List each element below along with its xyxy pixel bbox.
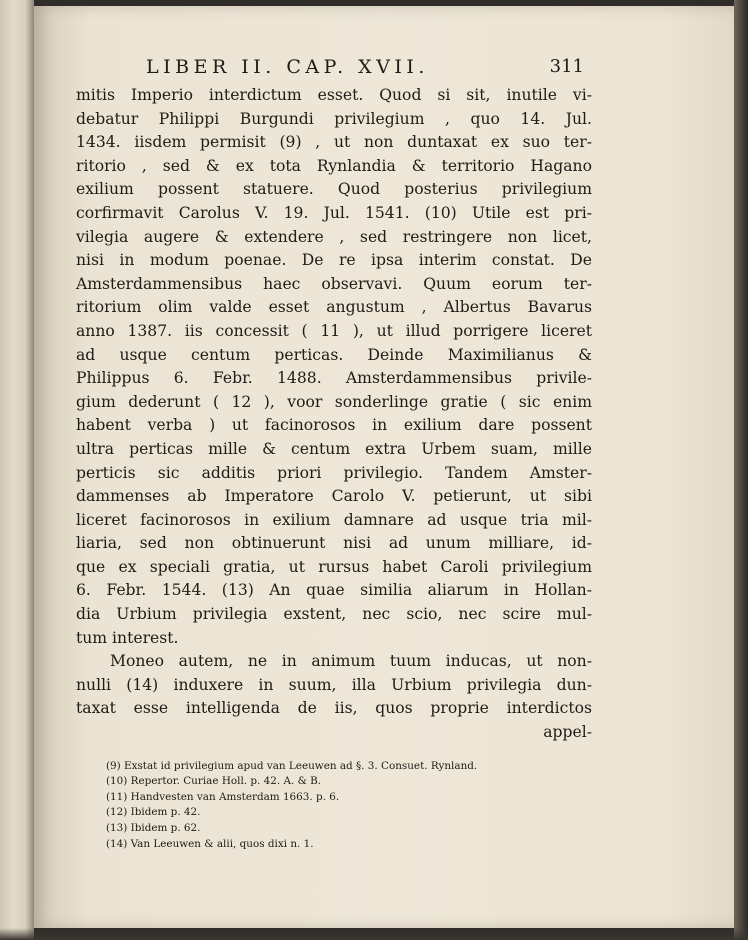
running-title: LIBER II. CAP. XVII.	[146, 56, 429, 78]
page-bottom-shadow	[0, 928, 748, 940]
footnote: (13) Ibidem p. 62.	[106, 822, 201, 834]
text-line: dammenses ab Imperatore Carolo V. petierunt, ut sibi	[76, 487, 592, 506]
footnote: (9) Exstat id privilegium apud van Leeuwen ad §. 3. Consuet. Rynland.	[106, 759, 478, 772]
footnote: (11) Handvesten van Amsterdam 1663. p. 6.	[106, 790, 340, 803]
footnote: (14) Van Leeuwen & alii, quos dixi n. 1.	[106, 837, 314, 850]
text-line: dia Urbium privilegia exstent, nec scio, nec scire mul-	[76, 605, 592, 624]
text-line: corfirmavit Carolus V. 19. Jul. 1541. (10) Utile est pri-	[76, 203, 592, 222]
text-line: taxat esse intelligenda de iis, quos proprie interdictos	[76, 699, 592, 718]
facing-page-edge	[0, 0, 34, 940]
text-block	[76, 50, 592, 852]
text-line: liaria, sed non obtinuerunt nisi ad unum milliare, id-	[76, 534, 592, 553]
text-line: debatur Philippi Burgundi privilegium , quo 14. Jul.	[76, 109, 592, 128]
text-line: gium dederunt ( 12 ), voor sonderlinge gratie ( sic enim	[76, 392, 592, 411]
footnotes	[76, 759, 592, 853]
footnote: (12) Ibidem p. 42.	[106, 806, 201, 819]
text-line: que ex speciali gratia, ut rursus habet Caroli privilegium	[76, 557, 592, 576]
text-line: ultra perticas mille & centum extra Urbem suam, mille	[76, 439, 592, 458]
text-line: Philippus 6. Febr. 1488. Amsterdammensibus privile-	[76, 369, 592, 388]
text-line: liceret facinorosos in exilium damnare ad usque tria mil-	[76, 510, 592, 529]
text-line: habent verba ) ut facinorosos in exilium dare possent	[76, 416, 592, 435]
text-line: exilium possent statuere. Quod posterius privilegium	[76, 180, 592, 199]
text-line: tum interest.	[76, 628, 179, 647]
text-line: 1434. iisdem permisit (9) , ut non duntaxat ex suo ter-	[76, 133, 592, 152]
text-line: anno 1387. iis concessit ( 11 ), ut illud porrigere liceret	[76, 321, 592, 340]
running-head	[76, 50, 592, 84]
text-line: nulli (14) induxere in suum, illa Urbium privilegia dun-	[76, 675, 592, 694]
text-line: Moneo autem, ne in animum tuum inducas, ut non-	[110, 652, 592, 671]
text-line: 6. Febr. 1544. (13) An quae similia aliarum in Hollan-	[76, 581, 592, 600]
page-number: 311	[549, 56, 584, 77]
book-gutter-shadow	[734, 0, 748, 940]
catchword: appel-	[543, 723, 592, 742]
text-line: mitis Imperio interdictum esset. Quod si sit, inutile vi-	[76, 86, 592, 104]
text-line: ad usque centum perticas. Deinde Maximilianus &	[76, 345, 592, 364]
text-line: Amsterdammensibus haec observavi. Quum eorum ter-	[76, 274, 592, 293]
text-line: ritorio , sed & ex tota Rynlandia & territorio Hagano	[76, 156, 592, 175]
text-line: nisi in modum poenae. De re ipsa interim constat. De	[76, 251, 592, 270]
footnote: (10) Repertor. Curiae Holl. p. 42. A. & B.	[106, 775, 322, 788]
text-line: ritorium olim valde esset angustum , Albertus Bavarus	[76, 298, 592, 317]
text-line: perticis sic additis priori privilegio. Tandem Amster-	[76, 463, 592, 482]
body-text	[76, 84, 592, 745]
text-line: vilegia augere & extendere , sed restringere non licet,	[76, 227, 592, 246]
